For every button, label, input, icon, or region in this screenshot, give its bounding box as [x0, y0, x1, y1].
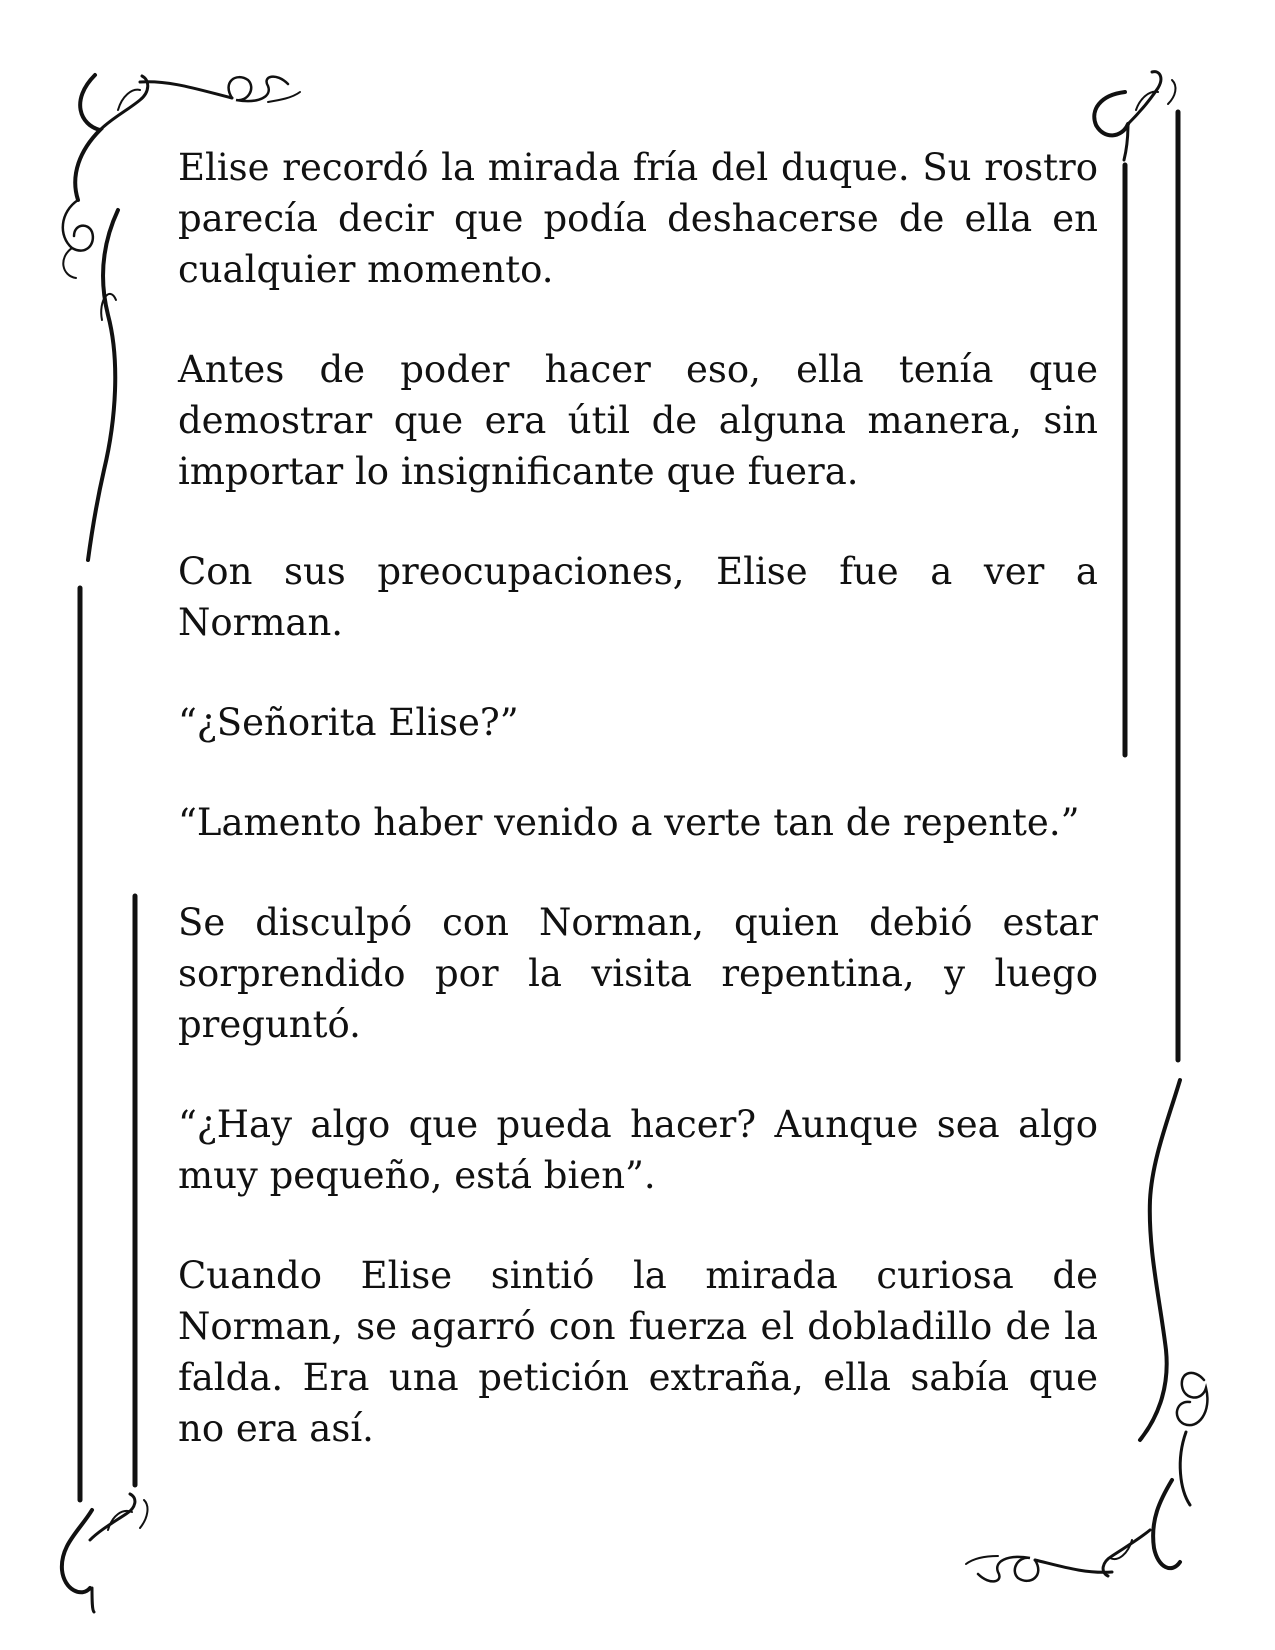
- paragraph-3: Con sus preocupaciones, Elise fue a ver a Norman.: [178, 550, 1098, 644]
- paragraph-4: Se disculpó con Norman, quien debió estar sorprendido por la visita repentina, y luego preguntó.: [178, 901, 1098, 1046]
- paragraph-1: Elise recordó la mirada fría del duque. Su rostro parecía decir que podía deshacerse de ella en cualquier momento.: [178, 146, 1098, 291]
- bottom-left-flourish-icon: [62, 1494, 148, 1612]
- dialogue-2: “Lamento haber venido a verte tan de repente.”: [178, 801, 1080, 844]
- dialogue-1: “¿Señorita Elise?”: [178, 701, 519, 744]
- story-text: [178, 142, 1098, 1454]
- dialogue-3: “¿Hay algo que pueda hacer? Aunque sea algo muy pequeño, está bien”.: [178, 1103, 1098, 1197]
- top-right-flourish-icon: [1094, 72, 1175, 160]
- paragraph-5: Cuando Elise sintió la mirada curiosa de Norman, se agarró con fuerza el dobladillo de la falda. Era una petición extraña, ella sabía que no era así.: [178, 1254, 1098, 1450]
- paragraph-2: Antes de poder hacer eso, ella tenía que demostrar que era útil de alguna manera, sin importar lo insignificante que fuera.: [178, 348, 1098, 493]
